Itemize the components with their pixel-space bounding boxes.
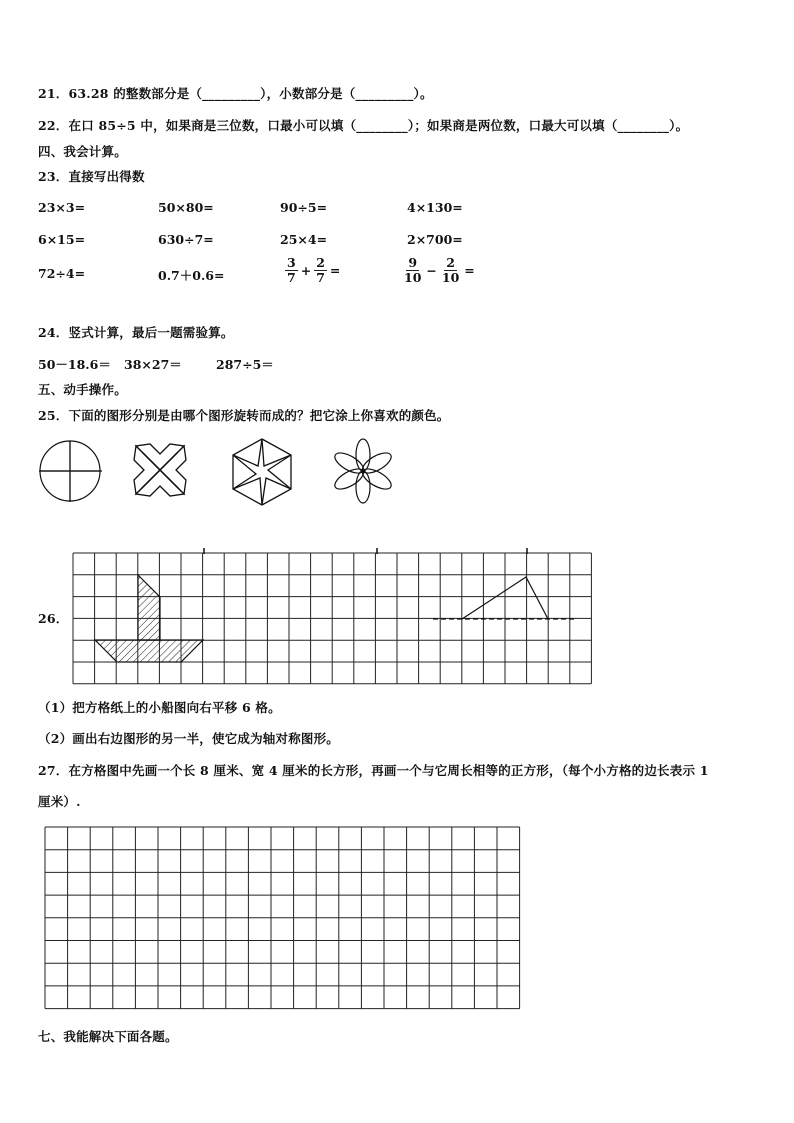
question-26-label: 26． (38, 611, 69, 626)
calc-item: 72÷4= (38, 266, 86, 281)
calc-item: 2×700= (407, 232, 463, 247)
section-7-heading: 七、我能解决下面各题。 (38, 1029, 178, 1044)
fraction-difference (401, 256, 477, 285)
boat-hull (95, 640, 203, 662)
fraction-denominator: 7 (316, 270, 325, 285)
question-27-line1: 27．在方格图中先画一个长 8 厘米、宽 4 厘米的长方形，再画一个与它周长相等的正方形，（每个小方格的边长表示 1 (38, 763, 709, 778)
x-shape-figure (130, 440, 190, 500)
question-26-2: （2）画出右边图形的另一半，使它成为轴对称图形。 (38, 731, 339, 746)
question-22: 22．在口 85÷5 中，如果商是三位数，口最小可以填（________）；如果商是两位数，口最大可以填（________）。 (38, 118, 689, 133)
question-27-grid (44, 826, 524, 1012)
fraction-numerator: 2 (446, 255, 455, 270)
calc-item: 0.7＋0.6= (158, 268, 225, 283)
pinwheel-figure (36, 438, 106, 504)
plus-sign: + (300, 263, 312, 278)
vertical-calc-item: 38×27＝ (124, 357, 182, 372)
minus-sign: − (426, 263, 437, 278)
question-26-grid (70, 548, 594, 686)
calc-item: 90÷5= (280, 200, 328, 215)
question-23: 23．直接写出得数 (38, 169, 145, 184)
fraction-numerator: 2 (316, 255, 325, 270)
vertical-calc-item: 50－18.6＝ (38, 357, 111, 372)
question-25: 25．下面的图形分别是由哪个图形旋转而成的？把它涂上你喜欢的颜色。 (38, 408, 450, 423)
section-4-heading: 四、我会计算。 (38, 144, 127, 159)
calc-item: 6×15= (38, 232, 86, 247)
calc-item: 630÷7= (158, 232, 214, 247)
question-21: 21．63.28 的整数部分是（_________），小数部分是（_________）。 (38, 86, 433, 101)
question-26-1: （1）把方格纸上的小船图向右平移 6 格。 (38, 700, 281, 715)
equals-sign: = (464, 263, 475, 278)
vertical-calc-item: 287÷5＝ (216, 357, 274, 372)
hexagon-spiral-figure (226, 436, 298, 508)
equals-sign: = (329, 263, 341, 278)
calc-item: 23×3= (38, 200, 86, 215)
calc-item: 25×4= (280, 232, 328, 247)
section-5-heading: 五、动手操作。 (38, 382, 127, 397)
fraction-numerator: 9 (408, 255, 418, 270)
fraction-denominator: 7 (287, 270, 296, 285)
boat-sail (138, 575, 160, 640)
flower-figure (330, 438, 396, 504)
fraction-numerator: 3 (287, 255, 296, 270)
question-27-line2: 厘米）. (38, 794, 81, 809)
calc-item: 50×80= (158, 200, 214, 215)
calc-item: 4×130= (407, 200, 463, 215)
fraction-sum (284, 256, 342, 285)
question-24: 24．竖式计算，最后一题需验算。 (38, 325, 234, 340)
fraction-denominator: 10 (404, 270, 422, 285)
fraction-denominator: 10 (441, 270, 460, 285)
